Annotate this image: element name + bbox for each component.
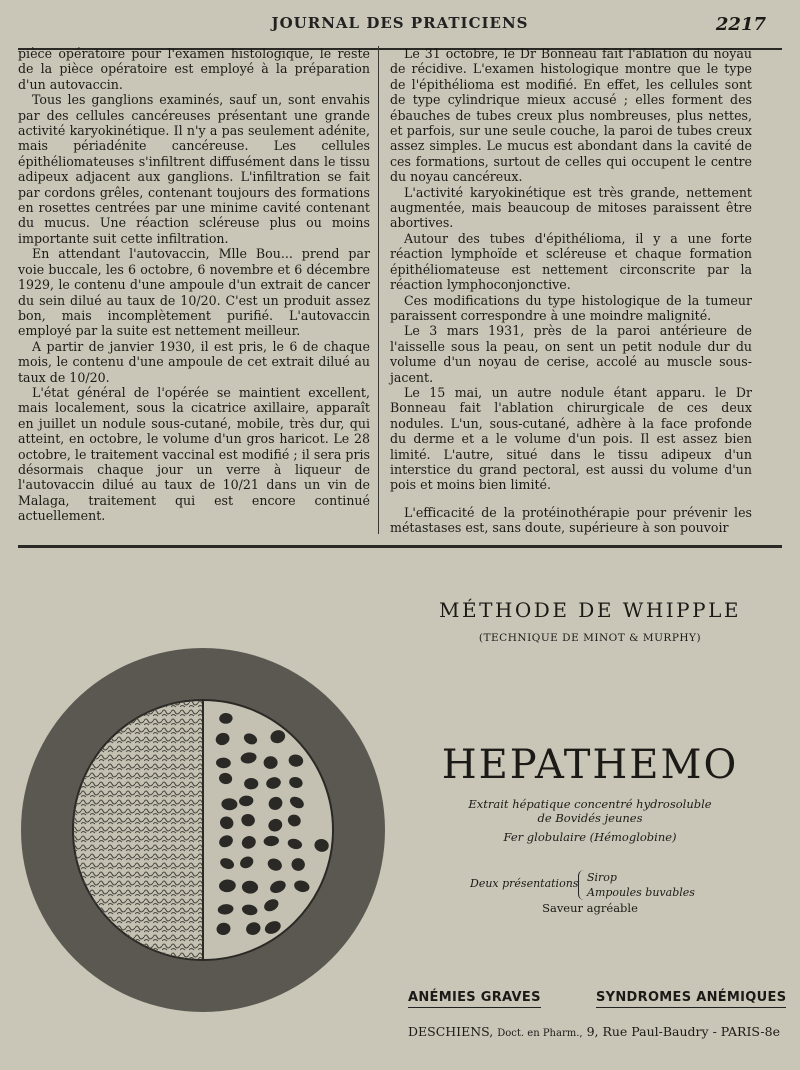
manufacturer-name: DESCHIENS, [408,1024,494,1039]
left-column [18,46,370,524]
description-line: Fer globulaire (Hémoglobine) [503,830,677,844]
presentation-options [587,870,695,900]
page-number: 2217 [715,14,766,35]
indication-left: ANÉMIES GRAVES [408,990,541,1008]
paragraph: L'activité karyokinétique est très grande, nettement augmentée, mais beaucoup de mitoses paraissent être abortives. [390,184,752,231]
red-cell [244,778,258,789]
brace [578,870,585,900]
taste-note: Saveur agréable [542,901,638,915]
presentation-option: Ampoules buvables [587,886,695,899]
right-column [390,46,752,536]
page-header [0,14,800,38]
paragraph: Tous les ganglions examinés, sauf un, sont envahis par des cellules cancéreuses présentant une grande activité karyokinétique. Il n'y a pas seulement adénite, mais périadénite cancéreuse. Les cellules épithéliomateuses s'infiltrent diffusément dans le tissu adipeux adjacent aux ganglions. L'infiltration se fait par cordons grêles, contenant toujours des formations en rosettes centrées par une minime cavité contenant du mucus. Une réaction scléreuse plus ou moins importante suit cette infiltration. [18,92,370,246]
description-line: de Bovidés jeunes [537,811,643,825]
description-line: Extrait hépatique concentré hydrosoluble [468,797,712,811]
ad-title: MÉTHODE DE WHIPPLE [439,598,741,622]
paragraph: Autour des tubes d'épithélioma, il y a une forte réaction lymphoïde et scléreuse et chaque formation épithéliomateuse est nettement circonscrite par la réaction lymphoconjonctive. [390,230,752,293]
paragraph: En attendant l'autovaccin, Mlle Bou... prend par voie buccale, les 6 octobre, 6 novembre et 6 décembre 1929, le contenu d'une ampoule d'un extrait de cancer du sein dilué au taux de 10/20. C'est un produit assez bon, mais incomplètement purifié. L'autovaccin employé par la suite est nettement meilleur. [18,246,370,339]
brand-name: HEPATHEMO [441,742,739,788]
manufacturer-address: 9, Rue Paul-Baudry - PARIS-8e [586,1024,781,1039]
blood-cell-illustration [18,645,388,1015]
ad-subtitle: (TECHNIQUE DE MINOT & MURPHY) [478,632,702,644]
section-rule [18,545,782,548]
paragraph: L'état général de l'opérée se maintient excellent, mais localement, sous la cicatrice axillaire, apparaît en juillet un nodule sous-cutané, mobile, très dur, qui atteint, en octobre, le volume d'un gros haricot. Le 28 octobre, le traitement vaccinal est modifié ; il sera pris désormais chaque jour un verre à liqueur de l'autovaccin dilué au taux de 10/21 dans un vin de Malaga, traitement qui est encore continué actuellement. [18,384,370,524]
paragraph: L'efficacité de la protéinothérapie pour prévenir les métastases est, sans doute, supérieure à son pouvoir [390,504,752,536]
paragraph: A partir de janvier 1930, il est pris, le 6 de chaque mois, le contenu d'une ampoule de cet extrait dilué au taux de 10/20. [18,338,370,385]
journal-title: JOURNAL DES PRATICIENS [271,14,529,32]
column-divider [378,46,379,534]
paragraph: Le 15 mai, un autre nodule étant apparu. le Dr Bonneau fait l'ablation chirurgicale de ces deux nodules. L'un, sous-cutané, adhère à la face profonde du derme et a le volume d'un pois. Il est assez bien limité. L'autre, situé dans le tissu adipeux d'un interstice du grand pectoral, est aussi du volume d'un pois et moins bien limité. [390,384,752,493]
paragraph: Ces modifications du type histologique de la tumeur paraissent correspondre à une moindre malignité. [390,292,752,323]
indication-right: SYNDROMES ANÉMIQUES [596,990,786,1008]
manufacturer [408,1024,780,1039]
presentations-label: Deux présentations [470,877,579,890]
paragraph: Le 31 octobre, le Dr Bonneau fait l'ablation du noyau de récidive. L'examen histologique montre que le type de l'épithélioma est modifié. En effet, les cellules sont de type cylindrique mieux accusé ; elles forment des ébauches de tubes creux plus nombreuses, plus nettes, et parfois, sur une seule couche, la paroi de tubes creux assez simples. Le mucus est abondant dans la cavité de ces formations, surtout de celles qui occupent le centre du noyau cancéreux. [390,46,752,185]
paragraph: pièce opératoire pour l'examen histologique, le reste de la pièce opératoire est employé à la préparation d'un autovaccin. [18,46,370,92]
paragraph: Le 3 mars 1931, près de la paroi antérieure de l'aisselle sous la peau, on sent un petit nodule dur du volume d'un noyau de cerise, accolé au muscle sous-jacent. [390,323,752,385]
manufacturer-title: Doct. en Pharm., [497,1028,583,1039]
presentation-option: Sirop [587,871,617,884]
